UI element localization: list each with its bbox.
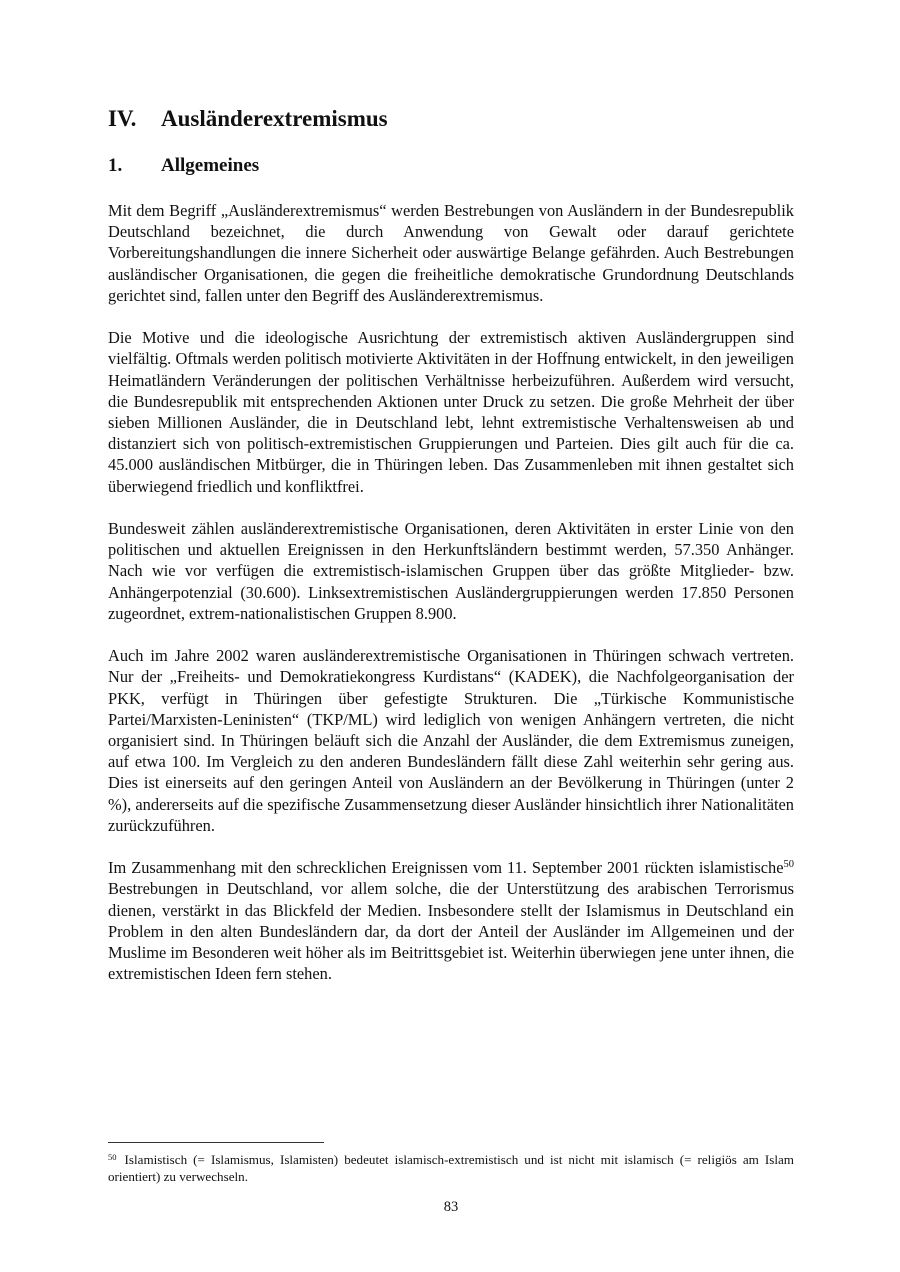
footnote-divider (108, 1142, 324, 1143)
section-title: Allgemeines (161, 155, 260, 176)
paragraph-text: Im Zusammenhang mit den schrecklichen Ereignissen vom 11. September 2001 rückten islamistische (108, 858, 784, 878)
footnote (108, 1151, 794, 1185)
footnote-text: Islamistisch (= Islamismus, Islamisten) bedeutet islamisch-extremistisch und ist nicht mit islamisch (= religiös am Islam orientiert) zu verwechseln. (108, 1152, 794, 1184)
chapter-title: Ausländerextremismus (161, 106, 388, 131)
body-text (108, 200, 794, 1006)
document-page (108, 0, 794, 1272)
paragraph: Die Motive und die ideologische Ausrichtung der extremistisch aktiven Ausländergruppen sind vielfältig. Oftmals werden politisch motivierte Aktivitäten in der Hoffnung entwickelt, in den jeweiligen Heimatländern Veränderungen der politischen Verhältnisse herbeizuführen. Außerdem wird versucht, die Bundesrepublik mit entsprechenden Aktionen unter Druck zu setzen. Die große Mehrheit der über sieben Millionen Ausländer, die in Deutschland lebt, lehnt extremistische Verhaltensweisen ab und distanziert sich von politisch-extremistischen Gruppierungen und Parteien. Dies gilt auch für die ca. 45.000 ausländischen Mitbürger, die in Thüringen leben. Das Zusammenleben mit ihnen gestaltet sich überwiegend friedlich und konfliktfrei. (108, 328, 794, 496)
footnote-number: 50 (108, 1152, 117, 1162)
section-number: 1. (108, 155, 123, 176)
chapter-number: IV. (108, 106, 137, 131)
paragraph (108, 857, 794, 984)
paragraph-text: Bestrebungen in Deutschland, vor allem solche, die der Unterstützung des arabischen Terrorismus dienen, verstärkt in das Blickfeld der Medien. Insbesondere stellt der Islamismus in Deutschland ein Problem in den alten Bundesländern dar, da dort der Anteil der Ausländer im Allgemeinen und der Muslime im Besonderen weit höher als im Beitrittsgebiet ist. Weiterhin überwiegen jene unter ihnen, die extremistischen Ideen fern stehen. (108, 879, 794, 984)
paragraph: Bundesweit zählen ausländerextremistische Organisationen, deren Aktivitäten in erster Linie von den politischen und aktuellen Ereignissen in den Herkunftsländern bestimmt werden, 57.350 Anhänger. Nach wie vor verfügen die extremistisch-islamischen Gruppen über das größte Mitglieder- bzw. Anhängerpotenzial (30.600). Linksextremistischen Ausländergruppierungen werden 17.850 Personen zugeordnet, extrem-nationalistischen Gruppen 8.900. (108, 519, 794, 623)
chapter-heading (108, 106, 388, 132)
section-heading (108, 155, 259, 177)
page-number: 83 (443, 1199, 459, 1215)
paragraph: Auch im Jahre 2002 waren ausländerextremistische Organisationen in Thüringen schwach vertreten. Nur der „Freiheits- und Demokratiekongress Kurdistans“ (KADEK), die Nachfolgeorganisation der PKK, verfügt in Thüringen über gefestigte Strukturen. Die „Türkische Kommunistische Partei/Marxisten-Leninisten“ (TKP/ML) wird lediglich von wenigen Anhängern vertreten, die nicht organisiert sind. In Thüringen beläuft sich die Anzahl der Ausländer, die dem Extremismus zuneigen, auf etwa 100. Im Vergleich zu den anderen Bundesländern fällt diese Zahl weiterhin sehr gering aus. Dies ist einerseits auf den geringen Anteil von Ausländern an der Bevölkerung in Thüringen (unter 2 %), andererseits auf die spezifische Zusammensetzung dieser Ausländer hinsichtlich ihrer Nationalitäten zurückzuführen. (108, 646, 794, 835)
paragraph: Mit dem Begriff „Ausländerextremismus“ werden Bestrebungen von Ausländern in der Bundesrepublik Deutschland bezeichnet, die durch Anwendung von Gewalt oder darauf gerichtete Vorbereitungshandlungen die innere Sicherheit oder auswärtige Belange gefährden. Auch Bestrebungen ausländischer Organisationen, die gegen die freiheitliche demokratische Grundordnung Deutschlands gerichtet sind, fallen unter den Begriff des Ausländerextremismus. (108, 201, 794, 305)
footnote-reference[interactable]: 50 (783, 859, 794, 871)
